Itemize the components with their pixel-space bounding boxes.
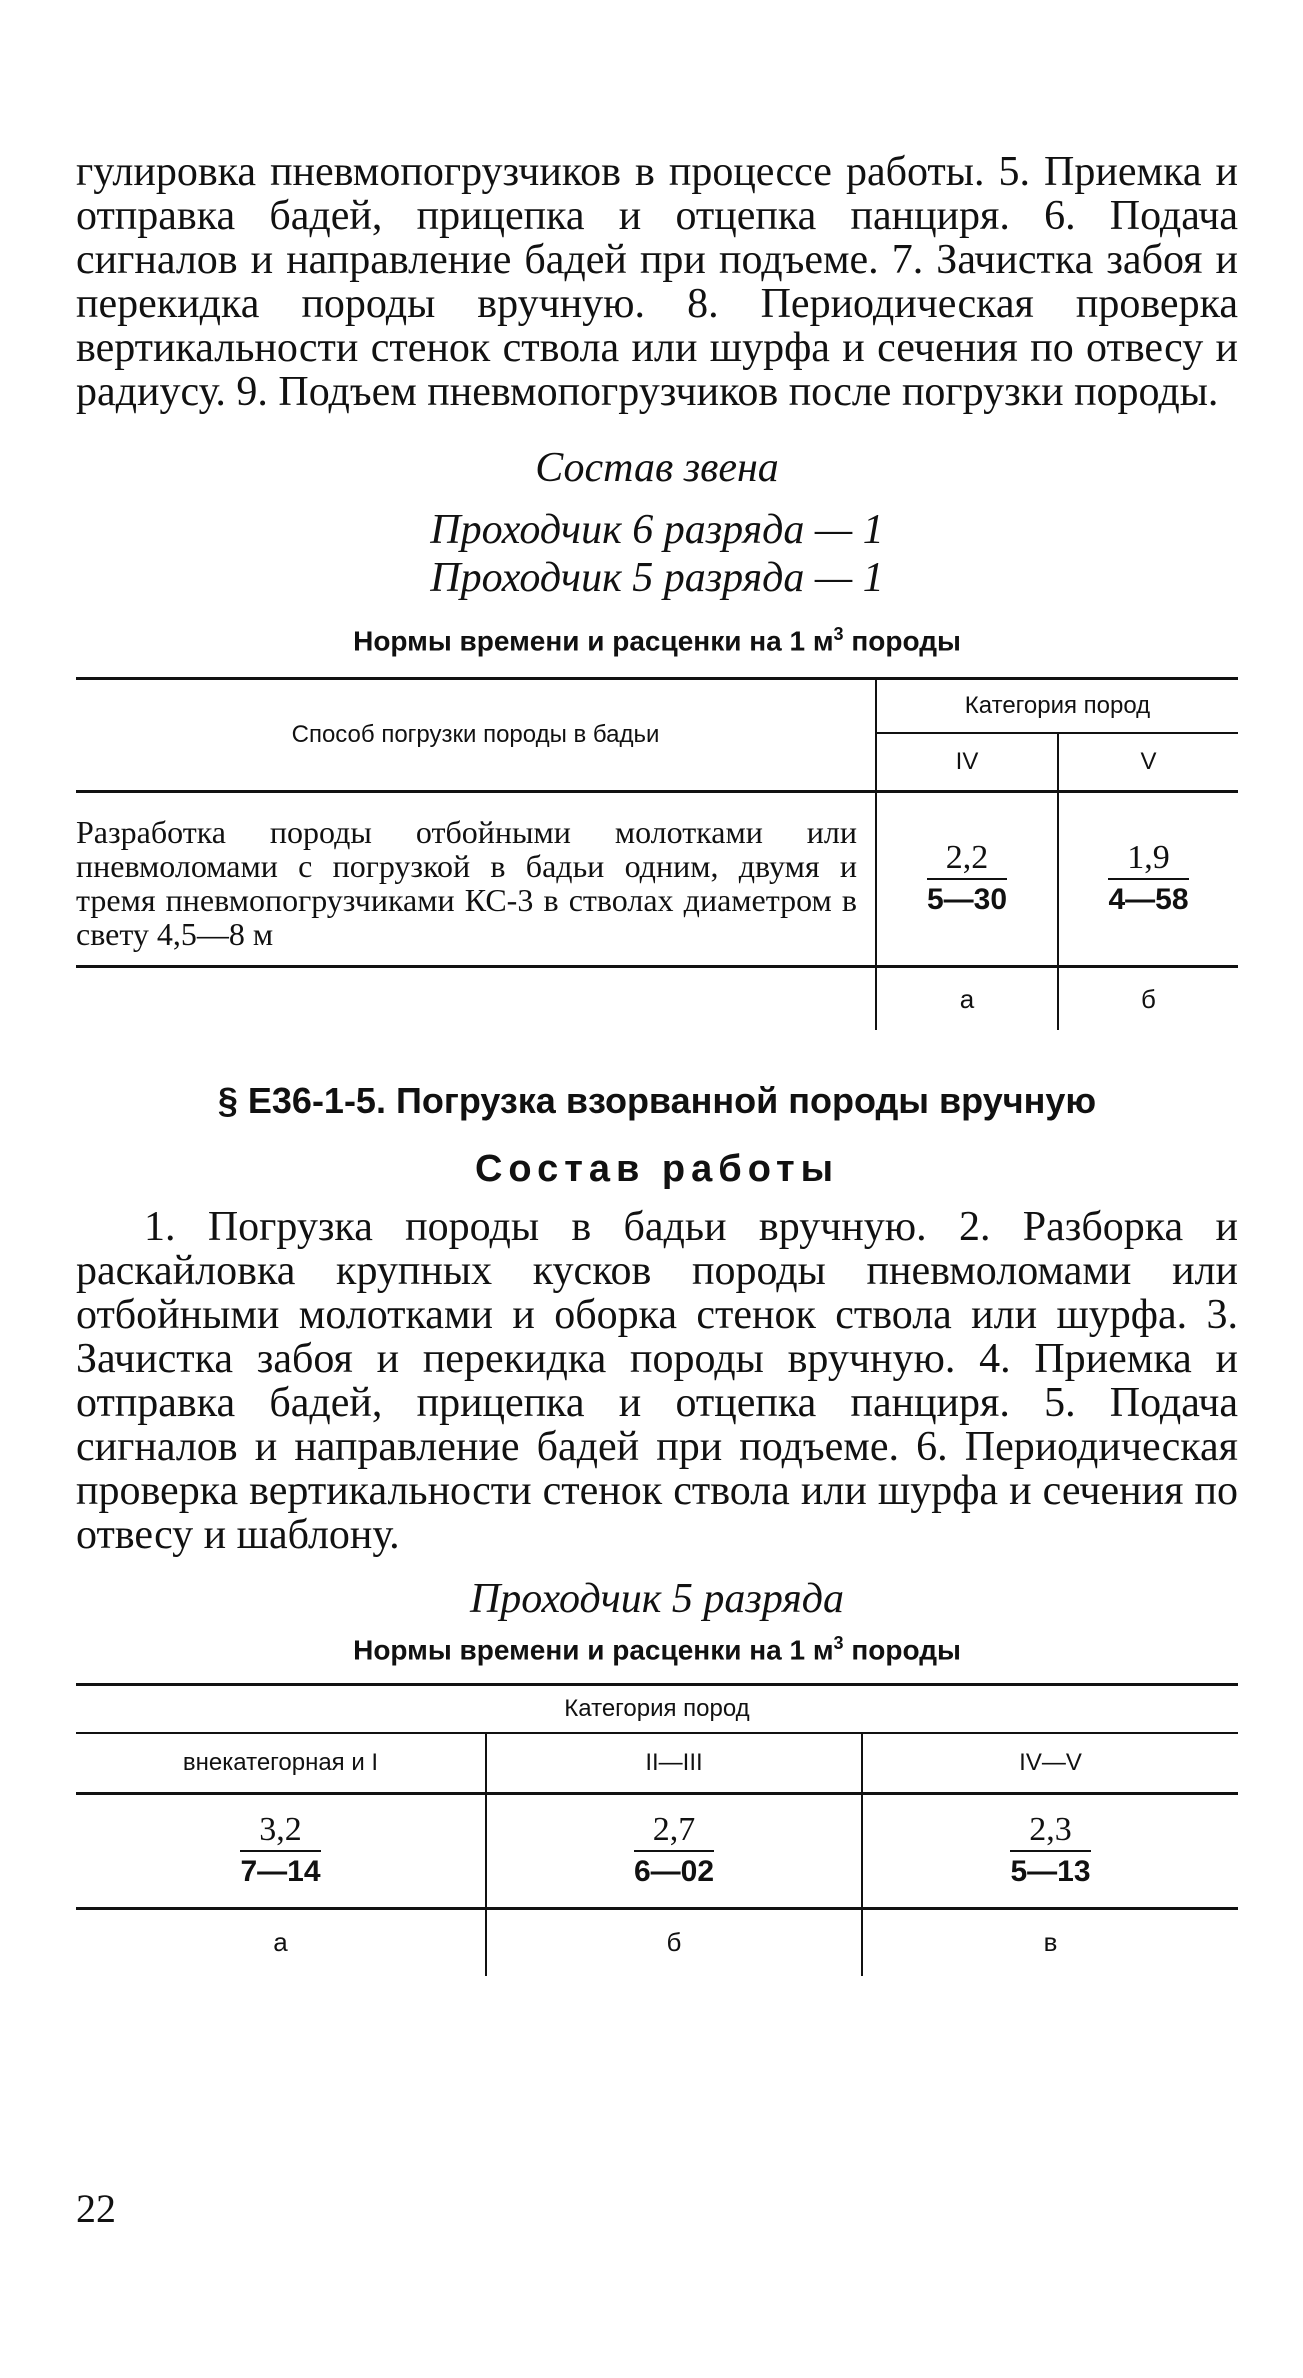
t2-norm-1: 3,2 [240,1810,320,1852]
page-number: 22 [76,2186,116,2231]
footer-b: б [1058,967,1238,1031]
crew-single: Проходчик 5 разряда [469,1576,845,1623]
t2-rate-3: 5—13 [1010,1854,1091,1888]
t2-rate-1: 7—14 [240,1854,321,1888]
t2-footer-a: а [273,1927,288,1958]
t2-cell-1 [76,1793,486,1908]
t2-rate-2: 6—02 [633,1854,715,1888]
t2-cell-3 [862,1793,1238,1908]
crew-title: Состав звена [535,445,779,491]
cell-v [1058,792,1238,967]
col-method-header: Способ погрузки породы в бадьи [291,721,660,749]
norms-table-1 [76,677,1238,1030]
table2-caption: Нормы времени и расценки на 1 $м^3$ породы [353,1633,961,1666]
intro-paragraph: гулировка пневмопогрузчиков в процессе работы. 5. Приемка и отправка бадей, прицепка и отцепка панциря. 6. Подача сигналов и направление бадей при подъеме. 7. Зачистка забоя и перекидка породы вручную. 8. Периодическая проверка вертикальности стенок ствола или шурфа и сечения по отвесу и радиусу. 9. Подъем пневмопогрузчиков после погрузки породы. [76,149,1238,415]
t2-norm-2: 2,7 [634,1810,714,1852]
norms-table-2 [76,1683,1238,1976]
t2-category-header: Категория пород [76,1684,1238,1733]
method-description: Разработка породы отбойными молотками или пневмоломами с погрузкой в бадьи одним, двумя и тремя пневмопогрузчиками КС-3 в стволах диаметром в свету 4,5—8 м [76,814,857,953]
col-category-header: Категория пород [876,679,1238,734]
table1-caption: Нормы времени и расценки на 1 $м^3$ породы [353,624,961,657]
footer-a: а [876,967,1058,1031]
work-paragraph: 1. Погрузка породы в бадьи вручную. 2. Разборка и раскайловка крупных кусков породы пневмоломами или отбойными молотками и оборка стенок ствола или шурфа. 3. Зачистка забоя и перекидка породы вручную. 4. Приемка и отправка бадей, прицепка и отцепка панциря. 5. Подача сигналов и направление бадей при подъеме. 6. Периодическая проверка вертикальности стенок ствола или шурфа и сечения по отвесу и шаблону. [76,1204,1238,1559]
norm-iv: 2,2 [927,838,1007,880]
t2-category-1: внекатегорная и I [182,1748,379,1776]
page-content [76,150,1238,1976]
crew-line-1: Проходчик 6 разряда — 1 [430,507,884,553]
rate-v: 4—58 [1108,883,1189,917]
category-v: V [1058,733,1238,792]
t2-category-3: IV—V [862,1733,1238,1794]
cell-iv [876,792,1058,967]
t2-cell-2 [486,1793,862,1908]
t2-footer-b: б [486,1908,862,1976]
category-iv: IV [876,733,1058,792]
t2-category-2: II—III [486,1733,862,1794]
crew-line-2: Проходчик 5 разряда — 1 [430,555,884,601]
rate-iv: 5—30 [926,883,1008,917]
norm-v: 1,9 [1108,838,1188,880]
section-title: § Е36-1-5. Погрузка взорванной породы вручную [217,1080,1097,1122]
work-heading: Состав работы [474,1148,840,1191]
t2-footer-c: в [862,1908,1238,1976]
t2-norm-3: 2,3 [1010,1810,1090,1852]
